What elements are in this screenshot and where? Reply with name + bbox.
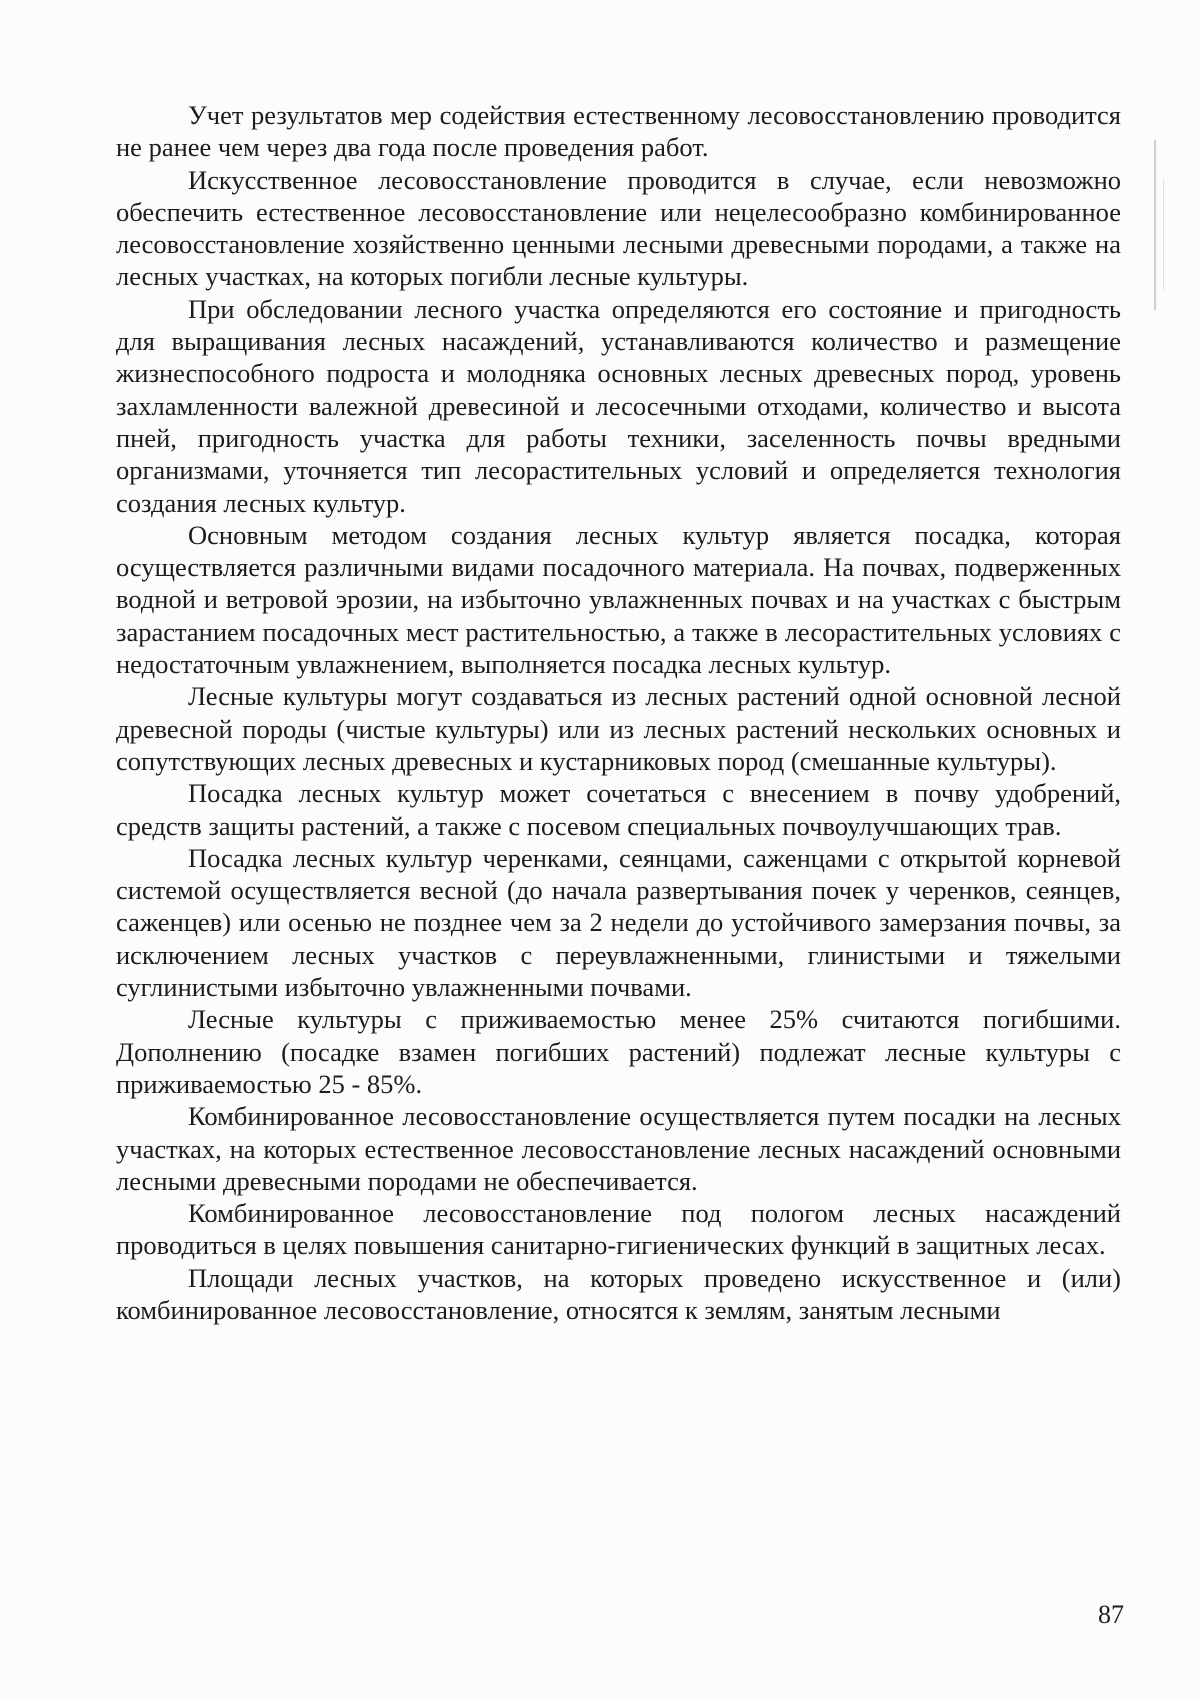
page-number: 87	[1098, 1600, 1124, 1629]
scan-edge-mark	[1163, 180, 1164, 290]
paragraph-6: Посадка лесных культур может сочетаться с внесением в почву удобрений, средств защиты растений, а также с посевом специальных почвоулучшающих трав.	[116, 778, 1121, 841]
paragraph-2: Искусственное лесовосстановление проводится в случае, если невозможно обеспечить естественное лесовосстановление или нецелесообразно комбинированное лесовосстановление хозяйственно ценными лесными древесными породами, а также на лесных участках, на которых погибли лесные культуры.	[116, 164, 1121, 292]
paragraph-8: Лесные культуры с приживаемостью менее 25% считаются погибшими. Дополнению (посадке взамен погибших растений) подлежат лесные культуры с приживаемостью 25 - 85%.	[116, 1004, 1121, 1099]
paragraph-5: Лесные культуры могут создаваться из лесных растений одной основной лесной древесной породы (чистые культуры) или из лесных растений нескольких основных и сопутствующих лесных древесных и кустарниковых пород (смешанные культуры).	[116, 681, 1121, 776]
paragraph-9: Комбинированное лесовосстановление осуществляется путем посадки на лесных участках, на которых естественное лесовосстановление лесных насаждений основными лесными древесными породами не обеспечивается.	[116, 1101, 1121, 1196]
paragraph-11: Площади лесных участков, на которых проведено искусственное и (или) комбинированное лесовосстановление, относятся к землям, занятым лесными	[116, 1262, 1121, 1325]
paragraph-3: При обследовании лесного участка определяются его состояние и пригодность для выращивания лесных насаждений, устанавливаются количество и размещение жизнеспособного подроста и молодняка основных лесных древесных пород, уровень захламленности валежной древесиной и лесосечными отходами, количество и высота пней, пригодность участка для работы техники, заселенность почвы вредными организмами, уточняется тип лесорастительных условий и определяется технология создания лесных культур.	[116, 293, 1121, 518]
document-body	[116, 99, 1121, 1326]
paragraph-10: Комбинированное лесовосстановление под пологом лесных насаждений проводиться в целях повышения санитарно-гигиенических функций в защитных лесах.	[116, 1198, 1121, 1261]
scan-edge-mark	[1154, 140, 1156, 310]
paragraph-7: Посадка лесных культур черенками, сеянцами, саженцами с открытой корневой системой осуществляется весной (до начала развертывания почек у черенков, сеянцев, саженцев) или осенью не позднее чем за 2 недели до устойчивого замерзания почвы, за исключением лесных участков с переувлажненными, глинистыми и тяжелыми суглинистыми избыточно увлажненными почвами.	[116, 842, 1121, 1003]
paragraph-4: Основным методом создания лесных культур является посадка, которая осуществляется различными видами посадочного материала. На почвах, подверженных водной и ветровой эрозии, на избыточно увлажненных почвах и на участках с быстрым зарастанием посадочных мест растительностью, а также в лесорастительных условиях с недостаточным увлажнением, выполняется посадка лесных культур.	[116, 519, 1121, 680]
paragraph-1: Учет результатов мер содействия естественному лесовосстановлению проводится не ранее чем через два года после проведения работ.	[116, 100, 1121, 163]
